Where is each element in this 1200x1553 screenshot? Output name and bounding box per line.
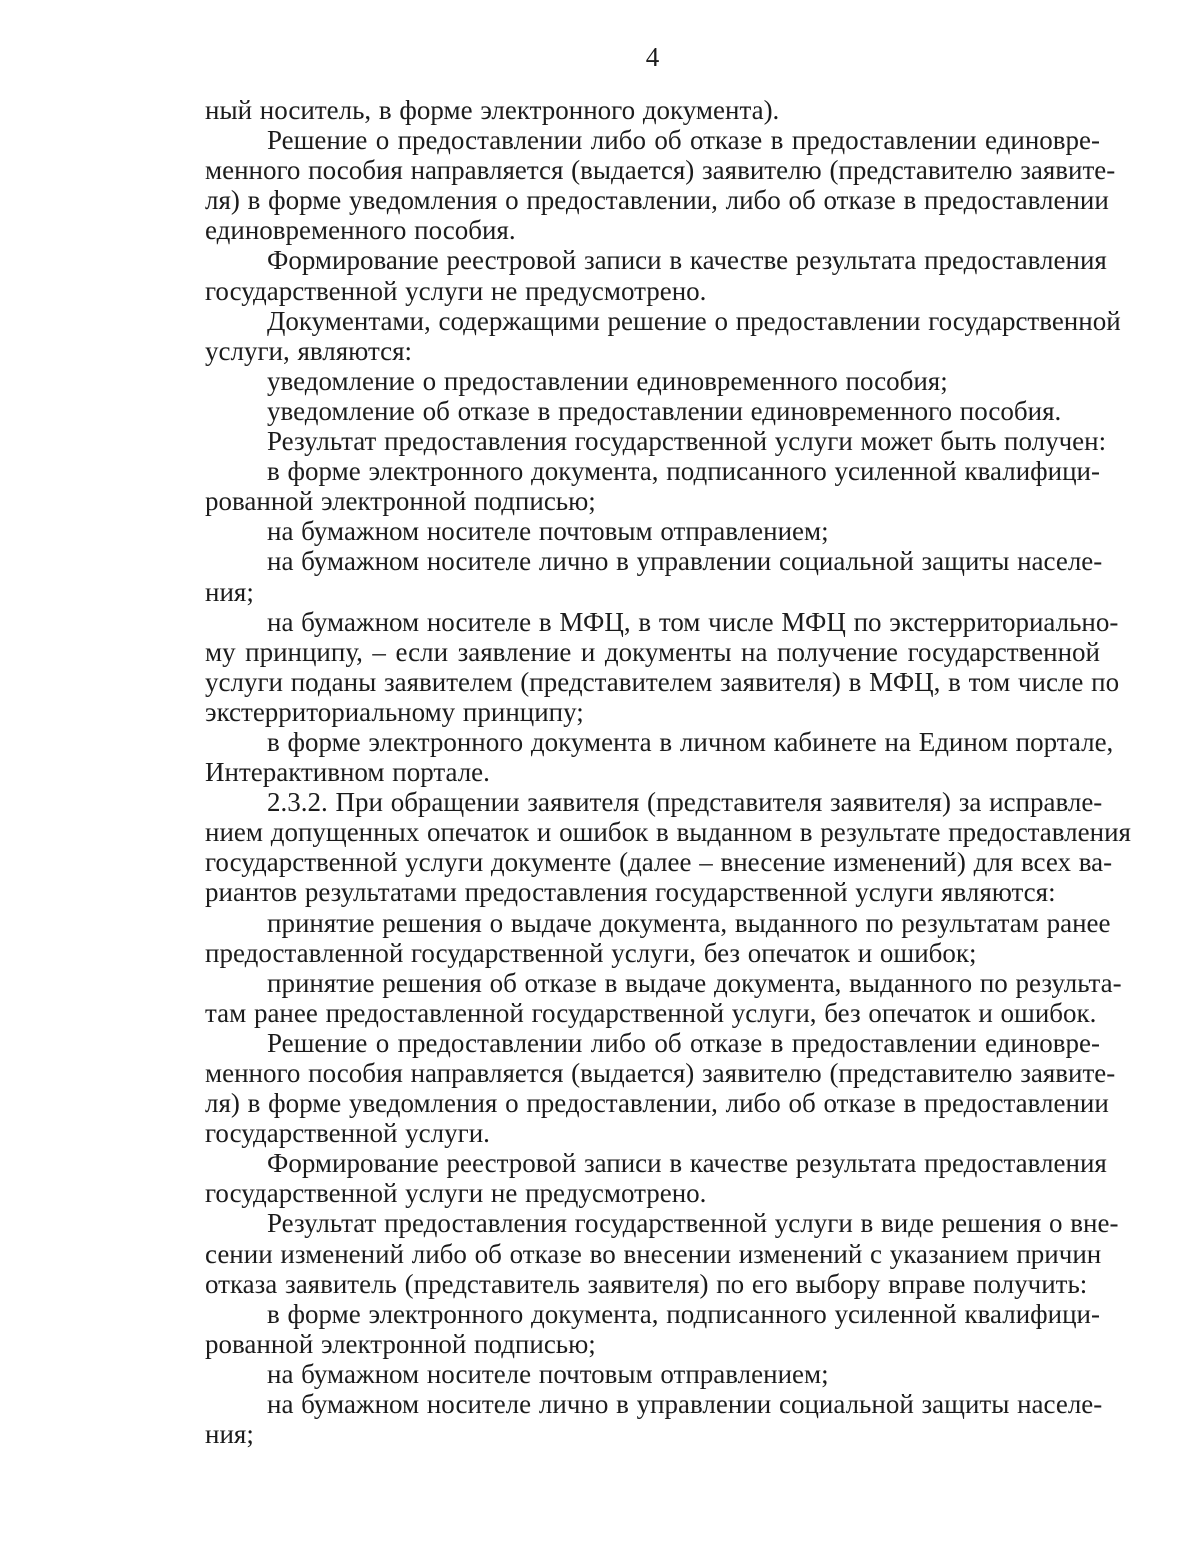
paragraph [205, 1027, 1116, 1149]
text-line: государственной услуги не предусмотрено. [205, 1178, 707, 1209]
paragraph [205, 967, 1122, 1028]
text-line: ный носитель, в форме электронного документа). [205, 95, 780, 125]
paragraph [205, 456, 1100, 516]
text-line: му принципу, – если заявление и документы на получение государственной [205, 636, 1100, 667]
text-line: государственной услуги не предусмотрено. [205, 275, 707, 306]
text-line: принятие решения о выдаче документа, выданного по результатам ранее [267, 907, 1111, 938]
text-line: уведомление о предоставлении единовременного пособия; [267, 365, 948, 396]
text-line: Формирование реестровой записи в качестве результата предоставления [267, 245, 1107, 276]
text-line: ния; [205, 1419, 254, 1450]
paragraph [205, 726, 1114, 788]
text-line: государственной услуги документе (далее – внесение изменений) для всех ва- [205, 847, 1113, 878]
text-line: предоставленной государственной услуги, без опечаток и ошибок; [205, 937, 977, 968]
document-body [205, 95, 1131, 1450]
text-line: на бумажном носителе лично в управлении социальной защиты населе- [267, 1389, 1103, 1420]
text-line: отказа заявитель (представитель заявителя) по его выбору вправе получить: [205, 1268, 1088, 1299]
paragraph [205, 1299, 1100, 1359]
text-line: принятие решения об отказе в выдаче документа, выданного по результа- [267, 967, 1122, 998]
text-line: сении изменений либо об отказе во внесении изменений с указанием причин [205, 1238, 1102, 1269]
text-line: там ранее предоставленной государственной услуги, без опечаток и ошибок. [205, 997, 1097, 1028]
paragraph [205, 366, 1100, 396]
paragraph [205, 1208, 1119, 1299]
document-page [205, 42, 1131, 1450]
text-line: 2.3.2. При обращении заявителя (представителя заявителя) за исправле- [267, 787, 1103, 818]
text-line: Решение о предоставлении либо об отказе в предоставлении единовре- [267, 1027, 1100, 1058]
paragraph [205, 516, 1100, 546]
text-line: ля) в форме уведомления о предоставлении, либо об отказе в предоставлении [205, 185, 1109, 216]
text-line: в форме электронного документа, подписанного усиленной квалифици- [267, 1298, 1100, 1329]
paragraph [205, 245, 1107, 306]
text-line: экстерриториальному принципу; [205, 696, 584, 727]
text-line: ля) в форме уведомления о предоставлении, либо об отказе в предоставлении [205, 1088, 1109, 1119]
paragraph [205, 95, 1100, 125]
paragraph [205, 1359, 1100, 1389]
text-line: Результат предоставления государственной услуги в виде решения о вне- [267, 1208, 1119, 1239]
text-line: на бумажном носителе почтовым отправлением; [267, 516, 829, 547]
text-line: менного пособия направляется (выдается) заявителю (представителю заявите- [205, 1058, 1116, 1088]
text-line: единовременного пособия. [205, 215, 516, 246]
text-line: государственной услуги. [205, 1118, 490, 1149]
paragraph [205, 1389, 1103, 1450]
paragraph [205, 787, 1131, 908]
text-line: Результат предоставления государственной услуги может быть получен: [267, 426, 1107, 457]
paragraph [205, 546, 1103, 607]
text-line: на бумажном носителе лично в управлении социальной защиты населе- [267, 546, 1103, 577]
paragraph [205, 125, 1116, 246]
text-line: ния; [205, 576, 254, 607]
text-line: менного пособия направляется (выдается) заявителю (представителю заявите- [205, 155, 1116, 186]
text-line: услуги, являются: [205, 335, 413, 366]
paragraph [205, 426, 1107, 457]
paragraph [205, 907, 1111, 968]
text-line: риантов результатами предоставления государственной услуги являются: [205, 877, 1056, 908]
text-line: услуги поданы заявителем (представителем заявителя) в МФЦ, в том числе по [205, 666, 1120, 697]
text-line: Решение о предоставлении либо об отказе в предоставлении единовре- [267, 125, 1100, 156]
text-line: Формирование реестровой записи в качестве результата предоставления [267, 1148, 1107, 1179]
paragraph [205, 1148, 1107, 1209]
text-line: на бумажном носителе почтовым отправлением; [267, 1358, 829, 1389]
page-number: 4 [645, 42, 660, 72]
text-line: уведомление об отказе в предоставлении единовременного пособия. [267, 395, 1062, 426]
text-line: рованной электронной подписью; [205, 1328, 596, 1359]
text-line: в форме электронного документа, подписанного усиленной квалифици- [267, 456, 1100, 487]
text-line: Интерактивном портале. [205, 757, 490, 788]
paragraph [205, 305, 1121, 366]
text-line: нием допущенных опечаток и ошибок в выданном в результате предоставления [205, 817, 1131, 848]
paragraph [205, 606, 1120, 727]
paragraph [205, 396, 1100, 426]
text-line: на бумажном носителе в МФЦ, в том числе МФЦ по экстерриториально- [267, 606, 1119, 637]
text-line: рованной электронной подписью; [205, 486, 596, 517]
text-line: в форме электронного документа в личном кабинете на Едином портале, [267, 726, 1114, 757]
text-line: Документами, содержащими решение о предоставлении государственной [267, 305, 1121, 336]
